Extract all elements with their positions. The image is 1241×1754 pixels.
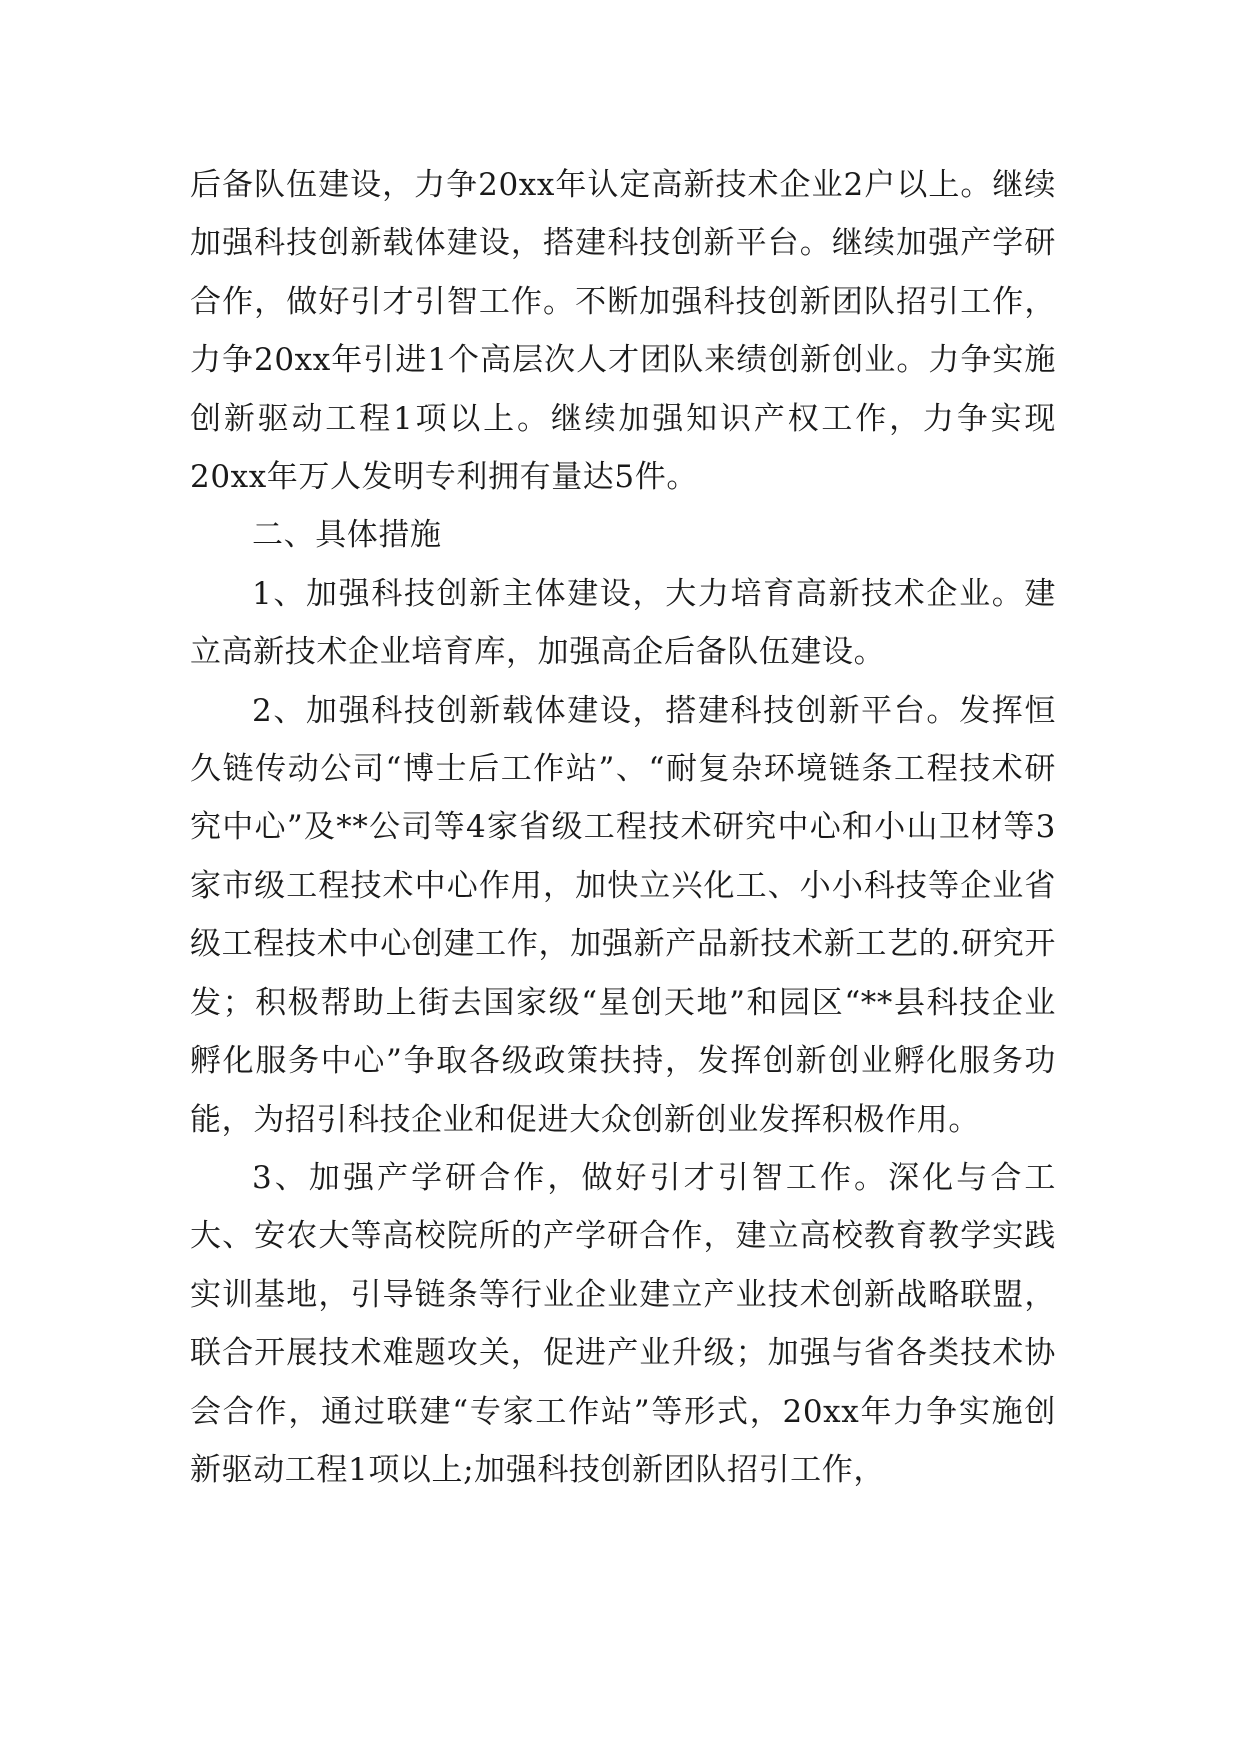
- paragraph-measure-2: 2、加强科技创新载体建设，搭建科技创新平台。发挥恒久链传动公司“博士后工作站”、“耐复杂环境链条工程技术研究中心”及**公司等4家省级工程技术研究中心和小山卫材等3家市级工程技术中心作用，加快立兴化工、小小科技等企业省级工程技术中心创建工作，加强新产品新技术新工艺的.研究开发；积极帮助上街去国家级“星创天地”和园区“**县科技企业孵化服务中心”争取各级政策扶持，发挥创新创业孵化服务功能，为招引科技企业和促进大众创新创业发挥积极作用。: [190, 692, 1056, 1138]
- paragraph-goals: 后备队伍建设，力争20xx年认定高新技术企业2户以上。继续加强科技创新载体建设，搭建科技创新平台。继续加强产学研合作，做好引才引智工作。不断加强科技创新团队招引工作，力争20xx年引进1个高层次人才团队来绩创新创业。力争实施创新驱动工程1项以上。继续加强知识产权工作，力争实现20xx年万人发明专利拥有量达5件。: [190, 167, 1056, 496]
- paragraph-measure-1: 1、加强科技创新主体建设，大力培育高新技术企业。建立高新技术企业培育库，加强高企后备队伍建设。: [190, 575, 1056, 671]
- document-body: [190, 156, 1056, 1499]
- paragraph-measure-3: 3、加强产学研合作，做好引才引智工作。深化与合工大、安农大等高校院所的产学研合作，建立高校教育教学实践实训基地，引导链条等行业企业建立产业技术创新战略联盟，联合开展技术难题攻关，促进产业升级；加强与省各类技术协会合作，通过联建“专家工作站”等形式，20xx年力争实施创新驱动工程1项以上;加强科技创新团队招引工作，: [190, 1159, 1056, 1488]
- section-heading-measures: 二、具体措施: [252, 517, 442, 554]
